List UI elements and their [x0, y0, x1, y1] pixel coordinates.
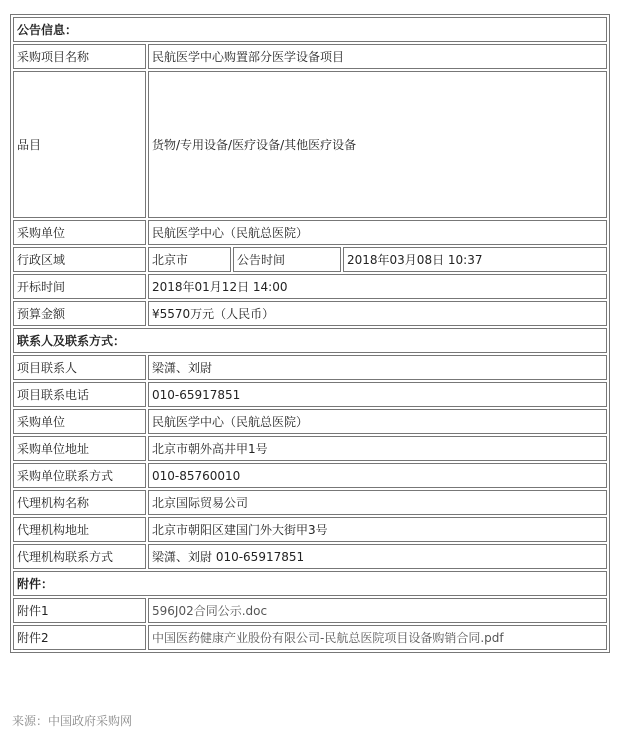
category-value: 货物/专用设备/医疗设备/其他医疗设备 [148, 71, 607, 218]
notice-time-value: 2018年03月08日 10:37 [343, 247, 607, 272]
attachment-1-label: 附件1 [13, 598, 146, 623]
section-notice-title: 公告信息： [13, 17, 607, 42]
section-header-row [13, 328, 607, 353]
region-value: 北京市 [148, 247, 231, 272]
attachment-1-link[interactable]: 596J02合同公示.doc [148, 598, 607, 623]
table-row [13, 274, 607, 299]
agency-name-label: 代理机构名称 [13, 490, 146, 515]
table-row [13, 355, 607, 380]
bid-time-value: 2018年01月12日 14:00 [148, 274, 607, 299]
table-row [13, 301, 607, 326]
table-row [13, 490, 607, 515]
table-row [13, 220, 607, 245]
purchaser-unit-label: 采购单位 [13, 409, 146, 434]
source-note: 来源：中国政府采购网 [12, 714, 133, 728]
purchaser-address-label: 采购单位地址 [13, 436, 146, 461]
budget-value: ¥5570万元（人民币） [148, 301, 607, 326]
table-row [13, 71, 607, 218]
section-contact-title: 联系人及联系方式： [13, 328, 607, 353]
table-row [13, 517, 607, 542]
table-row [13, 436, 607, 461]
contact-person-value: 梁潇、刘尉 [148, 355, 607, 380]
notice-table [10, 14, 610, 653]
table-row [13, 382, 607, 407]
table-row [13, 544, 607, 569]
section-header-row [13, 571, 607, 596]
table-row [13, 598, 607, 623]
section-attachments-title: 附件： [13, 571, 607, 596]
project-name-label: 采购项目名称 [13, 44, 146, 69]
purchaser-contact-label: 采购单位联系方式 [13, 463, 146, 488]
agency-contact-value: 梁潇、刘尉 010-65917851 [148, 544, 607, 569]
attachment-2-label: 附件2 [13, 625, 146, 650]
project-name-value: 民航医学中心购置部分医学设备项目 [148, 44, 607, 69]
notice-time-label: 公告时间 [233, 247, 341, 272]
table-row [13, 247, 607, 272]
category-label: 品目 [13, 71, 146, 218]
table-row [13, 463, 607, 488]
agency-address-label: 代理机构地址 [13, 517, 146, 542]
attachment-2-link[interactable]: 中国医药健康产业股份有限公司-民航总医院项目设备购销合同.pdf [148, 625, 607, 650]
agency-contact-label: 代理机构联系方式 [13, 544, 146, 569]
purchaser-value: 民航医学中心（民航总医院） [148, 220, 607, 245]
section-header-row [13, 17, 607, 42]
region-label: 行政区域 [13, 247, 146, 272]
purchaser-unit-value: 民航医学中心（民航总医院） [148, 409, 607, 434]
agency-name-value: 北京国际贸易公司 [148, 490, 607, 515]
purchaser-label: 采购单位 [13, 220, 146, 245]
contact-phone-label: 项目联系电话 [13, 382, 146, 407]
table-row [13, 409, 607, 434]
purchaser-contact-value: 010-85760010 [148, 463, 607, 488]
table-row [13, 44, 607, 69]
contact-person-label: 项目联系人 [13, 355, 146, 380]
budget-label: 预算金额 [13, 301, 146, 326]
bid-time-label: 开标时间 [13, 274, 146, 299]
purchaser-address-value: 北京市朝外高井甲1号 [148, 436, 607, 461]
agency-address-value: 北京市朝阳区建国门外大街甲3号 [148, 517, 607, 542]
table-row [13, 625, 607, 650]
contact-phone-value: 010-65917851 [148, 382, 607, 407]
